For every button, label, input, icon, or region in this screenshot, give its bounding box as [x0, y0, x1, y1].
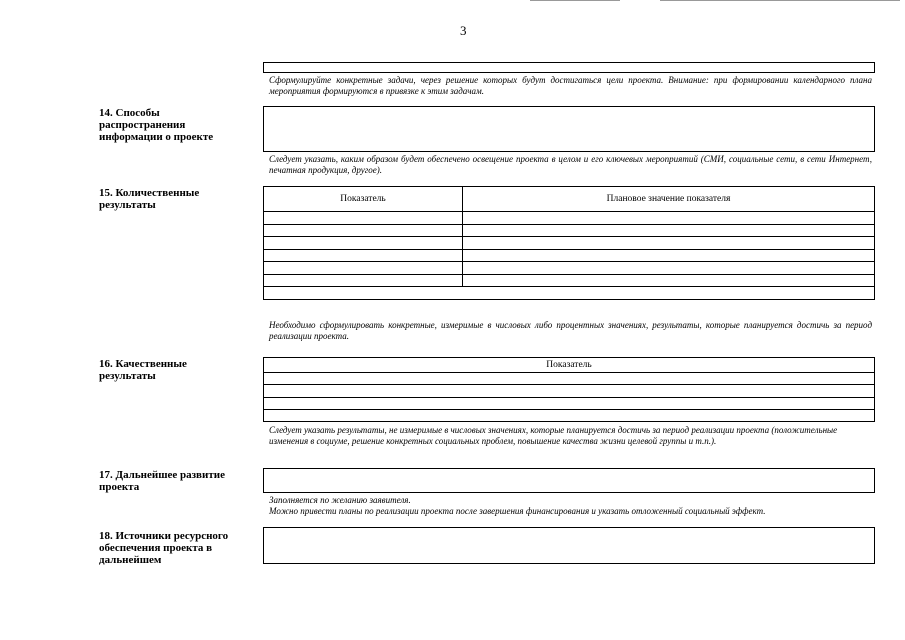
section-16-title: 16. Качественные результаты [99, 358, 187, 382]
table-cell[interactable] [463, 212, 875, 225]
table-cell[interactable] [463, 274, 875, 287]
section-15-table [263, 186, 875, 300]
table-cell[interactable] [463, 224, 875, 237]
section-15-title: 15. Количественные результаты [99, 187, 200, 211]
section-16-table [263, 357, 875, 422]
table-cell[interactable] [264, 262, 463, 275]
tasks-hint: Сформулируйте конкретные задачи, через решение которых будут достигаться цели проекта. Внимание: при формировании календарного плана мероприятия формируются в привязке к этим задачам. [269, 75, 872, 96]
table-cell[interactable] [264, 397, 875, 409]
table-cell[interactable] [264, 409, 875, 421]
section-17-hint: Заполняется по желанию заявителя. Можно привести планы по реализации проекта после завершения финансирования и указать отложенный социальный эффект. [269, 495, 766, 516]
table-cell[interactable] [264, 237, 463, 250]
section-16-hint: Следует указать результаты, не измеримые в числовых значениях, которые планируется достичь за период реализации проекта (положительные изменения в социуме, решение конкретных социальных проблем, повышение качества жизни целевой группы и т.п.). [269, 425, 838, 446]
tasks-input-box[interactable] [263, 62, 875, 73]
section-17-title: 17. Дальнейшее развитие проекта [99, 469, 225, 493]
section-14-hint: Следует указать, каким образом будет обеспечено освещение проекта в целом и его ключевых мероприятий (СМИ, социальные сети, в сети Интернет, печатная продукция, другое). [269, 154, 872, 175]
table-cell[interactable] [463, 262, 875, 275]
section-17-input-box[interactable] [263, 468, 875, 493]
section-14-title: 14. Способы распространения информации о проекте [99, 107, 214, 143]
table-cell[interactable] [463, 237, 875, 250]
table-cell[interactable] [264, 224, 463, 237]
planned-value-column-header: Плановое значение показателя [463, 187, 875, 212]
section-18-title: 18. Источники ресурсного обеспечения проекта в дальнейшем [99, 530, 229, 566]
table-cell[interactable] [264, 385, 875, 397]
table-cell[interactable] [463, 249, 875, 262]
scan-rule [660, 0, 900, 1]
page-number: 3 [460, 23, 467, 38]
table-cell[interactable] [264, 212, 463, 225]
section-14-input-box[interactable] [263, 106, 875, 152]
indicator-column-header: Показатель [264, 358, 875, 373]
table-cell[interactable] [264, 373, 875, 385]
section-15-hint: Необходимо сформулировать конкретные, измеримые в числовых либо процентных значениях, результаты, которые планируется достичь за период реализации проекта. [269, 320, 872, 341]
table-cell[interactable] [264, 274, 463, 287]
scan-rule [530, 0, 620, 1]
table-cell[interactable] [264, 249, 463, 262]
section-18-input-box[interactable] [263, 527, 875, 564]
table-cell[interactable] [264, 287, 875, 300]
indicator-column-header: Показатель [264, 187, 463, 212]
